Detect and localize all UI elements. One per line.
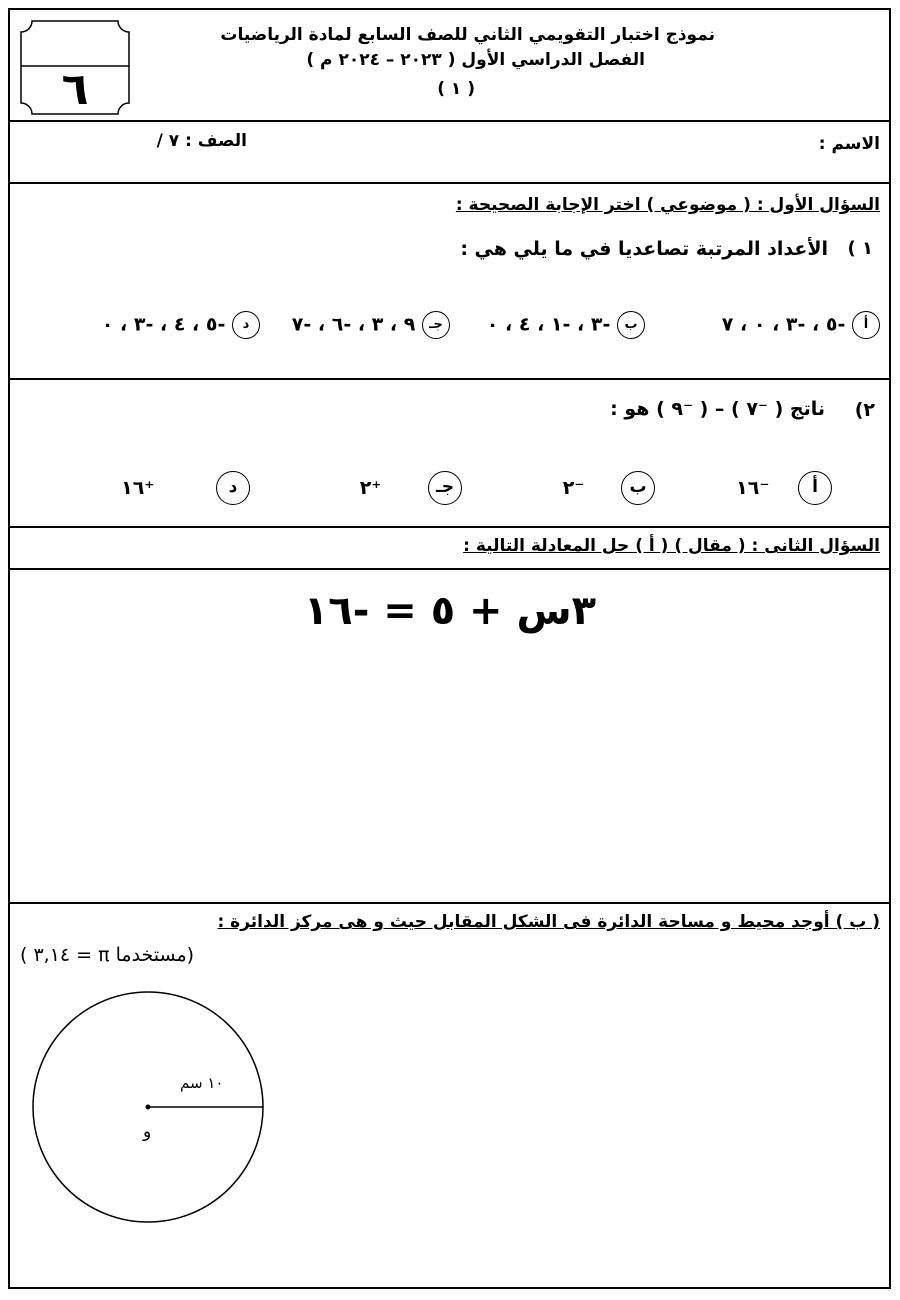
q1-item1-option-b[interactable] — [487, 311, 645, 339]
option-value: -٥ ، -٣ ، ٠ ، ٧ — [721, 313, 846, 336]
q1-item2-option-a[interactable] — [736, 471, 832, 505]
q1-item2-option-c[interactable] — [360, 471, 462, 505]
header-model: ( ١ ) — [437, 79, 475, 99]
circle-figure — [30, 990, 270, 1230]
option-letter: ب — [621, 471, 655, 505]
divider — [8, 902, 891, 904]
option-letter: جـ — [422, 311, 450, 339]
option-value: ⁺٢ — [359, 476, 382, 499]
option-value: ⁻٢ — [562, 476, 585, 499]
equation: ٣س + ٥ = -١٦ — [303, 588, 597, 634]
option-value: -٣ ، -١ ، ٤ ، ٠ — [486, 313, 611, 336]
center-label: و — [143, 1122, 152, 1142]
q1-item2-text: ناتج ( ⁻٧ ) – ( ⁻٩ ) هو : — [610, 398, 825, 420]
divider — [8, 378, 891, 380]
divider — [8, 120, 891, 122]
q1-item1-option-d[interactable] — [102, 311, 260, 339]
option-value: ⁺١٦ — [121, 476, 155, 499]
option-value: -٥ ، ٤ ، -٣ ، ٠ — [101, 313, 226, 336]
option-letter: أ — [852, 311, 880, 339]
option-value: ⁻١٦ — [736, 476, 770, 499]
answer-space[interactable] — [160, 680, 720, 880]
center-point — [146, 1105, 151, 1110]
divider — [8, 526, 891, 528]
radius-label: ١٠ سم — [180, 1074, 224, 1092]
header-title: نموذج اختبار التقويمي الثاني للصف السابع لمادة الرياضيات — [220, 25, 715, 45]
q2-heading: السؤال الثانى : ( مقال ) ( أ ) حل المعادلة التالية : — [463, 536, 880, 556]
q1-item1-option-a[interactable] — [722, 311, 880, 339]
class-label: الصف : ٧ / — [156, 131, 247, 151]
badge-number: ٦ — [61, 64, 89, 115]
q1-item2-number: ٢) — [854, 399, 875, 421]
q1-item1-number: ١ ) — [847, 238, 873, 259]
q1-item1-text: الأعداد المرتبة تصاعديا في ما يلي هي : — [460, 238, 828, 260]
divider — [8, 182, 891, 184]
option-letter: جـ — [428, 471, 462, 505]
q1-item1-option-c[interactable] — [292, 311, 450, 339]
option-letter: أ — [798, 471, 832, 505]
q1-heading: السؤال الأول : ( موضوعي ) اختر الإجابة الصحيحة : — [455, 195, 880, 215]
divider — [8, 568, 891, 570]
option-letter: ب — [617, 311, 645, 339]
option-letter: د — [232, 311, 260, 339]
name-label: الاسم : — [818, 134, 880, 154]
header-semester: الفصل الدراسي الأول ( ٢٠٢٣ – ٢٠٢٤ م ) — [306, 50, 645, 70]
option-value: ٩ ، ٣ ، -٦ ، -٧ — [291, 313, 416, 336]
option-letter: د — [216, 471, 250, 505]
q2b-heading: ( ب ) أوجد محيط و مساحة الدائرة فى الشكل المقابل حيث و هى مركز الدائرة : — [217, 912, 880, 932]
q2b-hint: (مستخدما π = ٣,١٤ ) — [20, 944, 195, 966]
q1-item2-option-d[interactable] — [121, 471, 250, 505]
q1-item2-option-b[interactable] — [563, 471, 655, 505]
